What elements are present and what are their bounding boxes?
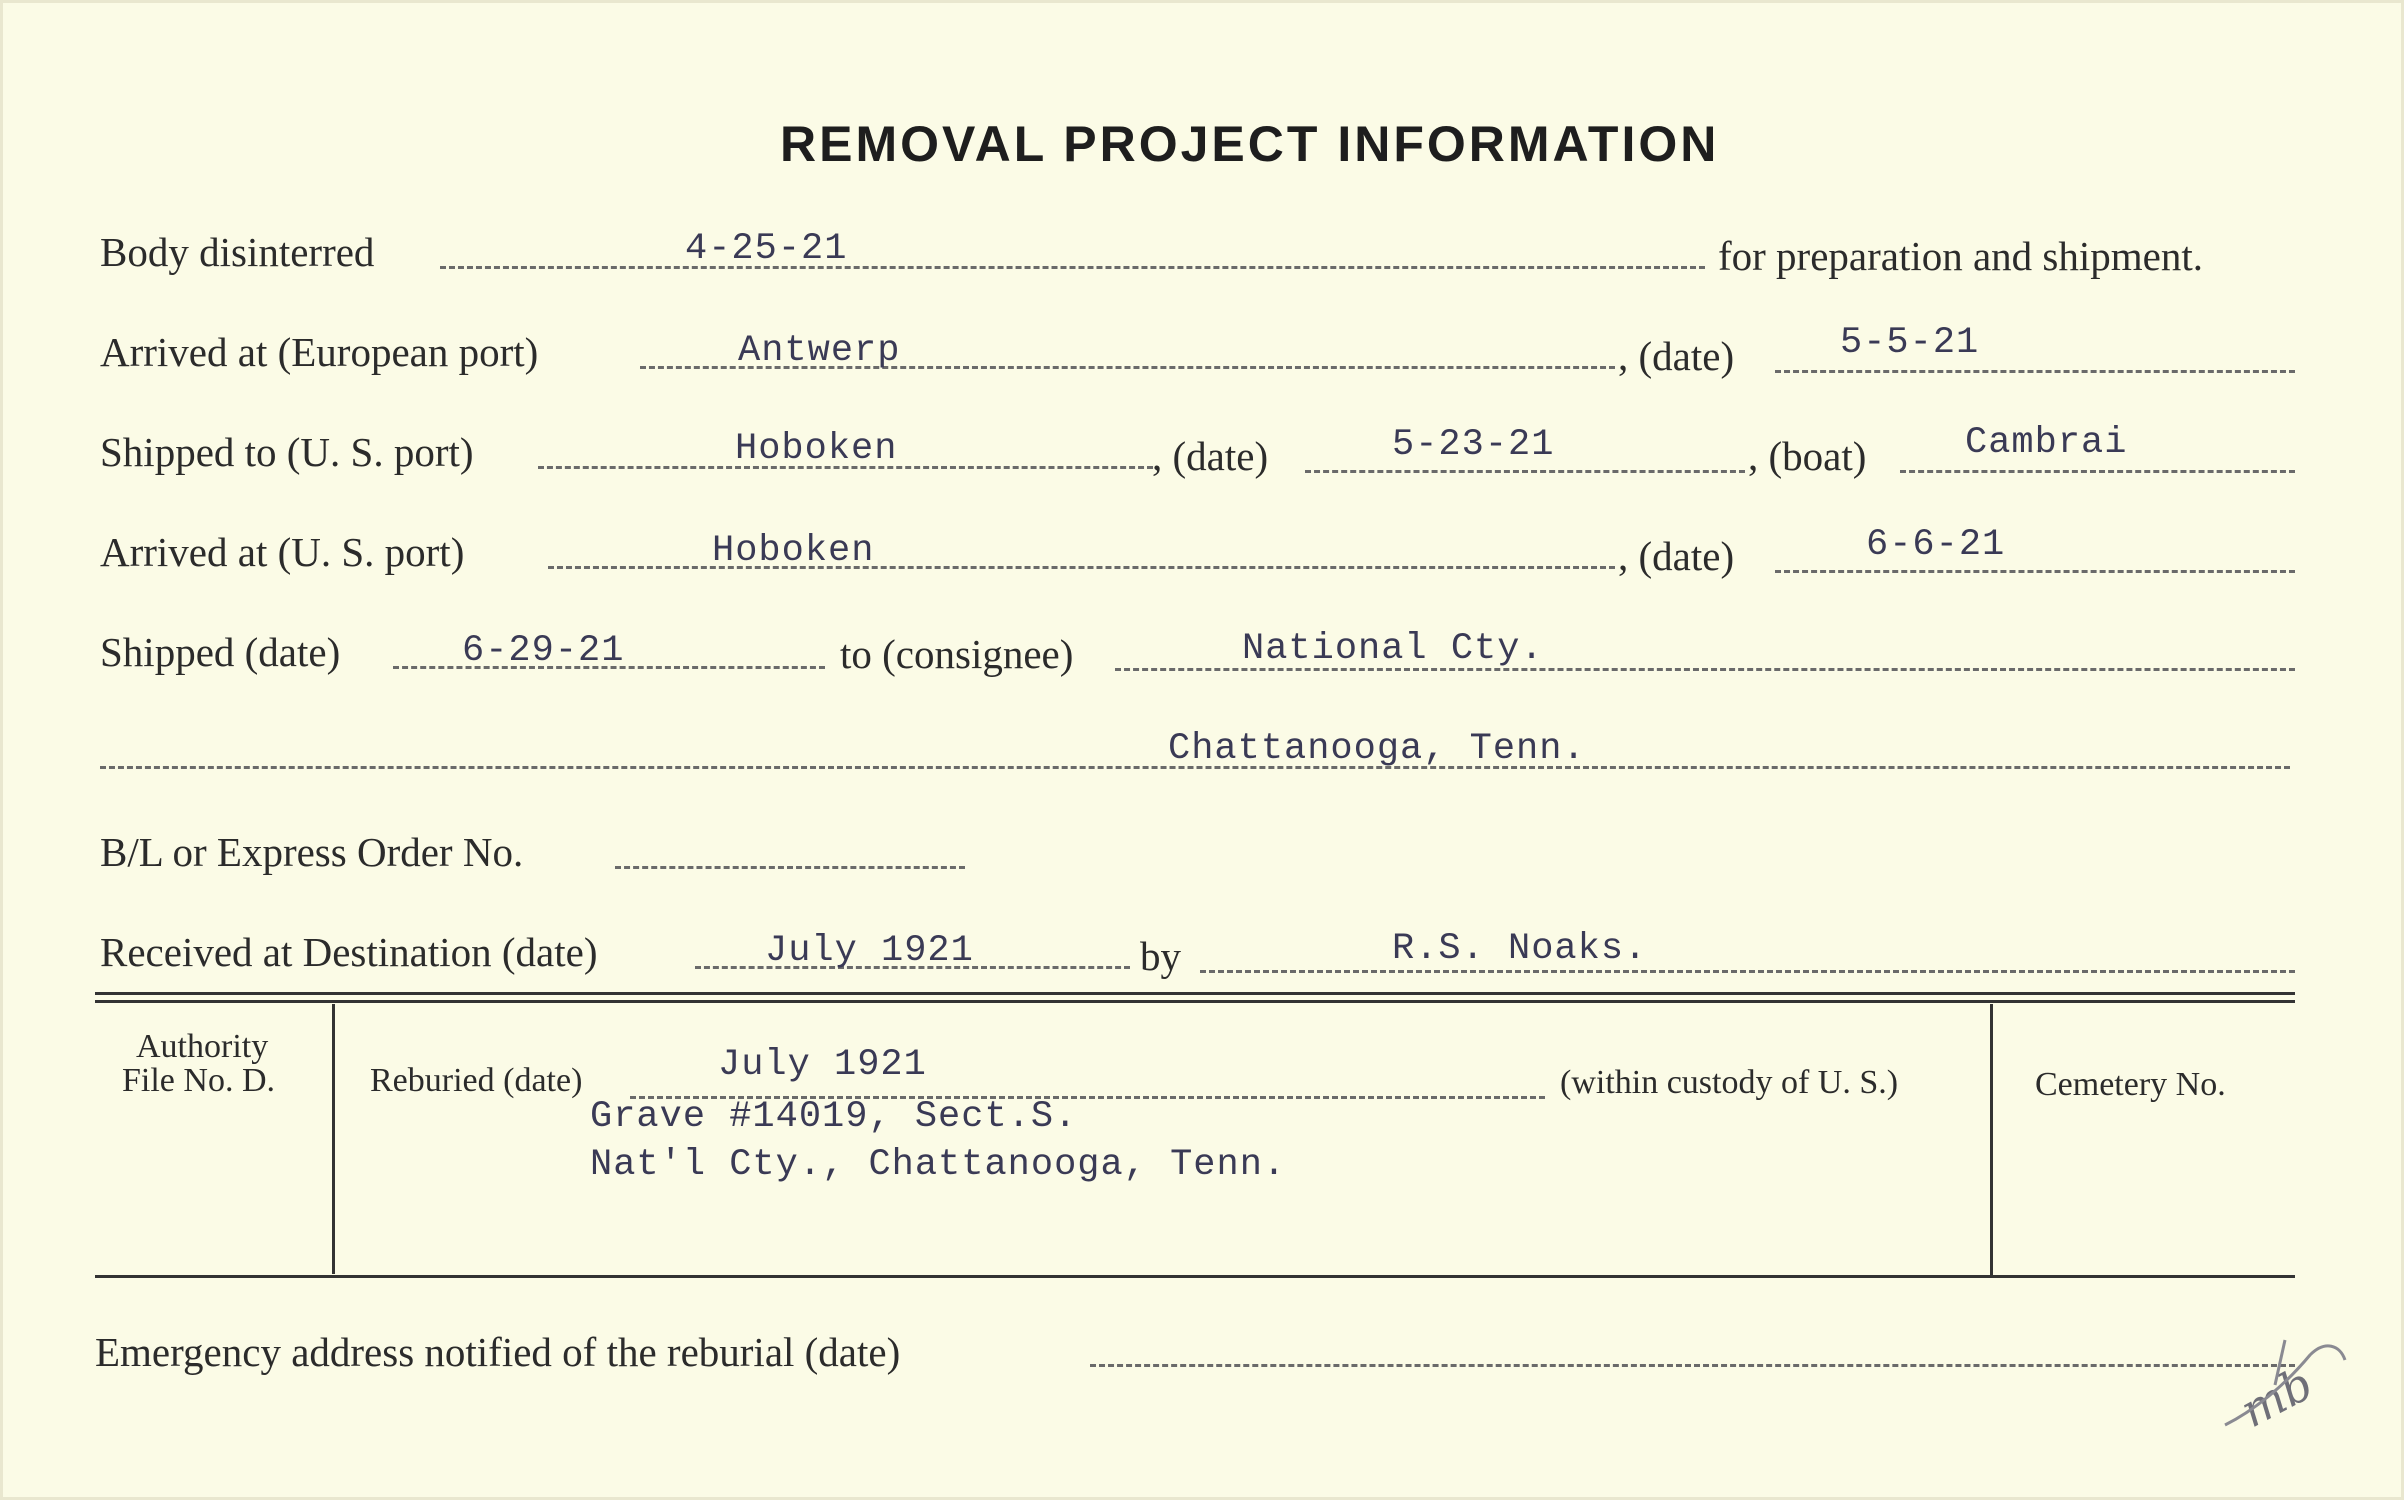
received-label: Received at Destination (date) (100, 929, 598, 975)
form-title: REMOVAL PROJECT INFORMATION (780, 116, 1720, 172)
received-date: July 1921 (765, 930, 974, 972)
euro-port-date: 5-5-21 (1840, 322, 1980, 364)
us-port-value: Hoboken (712, 530, 875, 572)
disinterred-suffix: for preparation and shipment. (1718, 233, 2204, 279)
euro-port-date-label: , (date) (1618, 333, 1735, 379)
box-bottom-rule (95, 1275, 2295, 1278)
us-port-date: 6-6-21 (1866, 524, 2006, 566)
us-port-date-line (1775, 570, 2295, 573)
us-ship-date-line (1305, 470, 1745, 473)
received-by-line (1200, 970, 2295, 973)
authority-line2: File No. D. (122, 1062, 275, 1099)
us-ship-label: Shipped to (U. S. port) (100, 429, 474, 475)
bl-label: B/L or Express Order No. (100, 829, 524, 875)
consignee-line2: Chattanooga, Tenn. (1168, 728, 1586, 770)
shipped-label: Shipped (date) (100, 629, 341, 675)
us-ship-date-label: , (date) (1152, 433, 1269, 479)
us-ship-value: Hoboken (735, 428, 898, 470)
disinterred-value: 4-25-21 (685, 228, 848, 270)
us-ship-date: 5-23-21 (1392, 424, 1555, 466)
disinterred-label: Body disinterred (100, 229, 375, 275)
us-ship-boat-label: , (boat) (1748, 433, 1867, 479)
emergency-label: Emergency address notified of the reburial (date) (95, 1329, 901, 1375)
custody-note: (within custody of U. S.) (1560, 1064, 1899, 1101)
us-port-line (548, 566, 1615, 569)
disinterred-line (440, 266, 1705, 269)
us-port-label: Arrived at (U. S. port) (100, 529, 465, 575)
received-by: R.S. Noaks. (1392, 928, 1648, 970)
consignee-label: to (consignee) (840, 631, 1074, 677)
authority-line1: Authority (136, 1028, 269, 1065)
bl-line (615, 866, 965, 869)
reburied-date: July 1921 (718, 1044, 927, 1086)
consignee-line1: National Cty. (1242, 628, 1544, 670)
grave-line2: Nat'l Cty., Chattanooga, Tenn. (590, 1144, 1287, 1186)
emergency-line (1090, 1364, 2295, 1367)
initials-flourish (2215, 1330, 2365, 1440)
grave-line1: Grave #14019, Sect.S. (590, 1096, 1078, 1138)
euro-port-label: Arrived at (European port) (100, 329, 539, 375)
box-divider-right (1990, 1004, 1993, 1278)
shipped-date: 6-29-21 (462, 630, 625, 672)
euro-port-value: Antwerp (738, 330, 901, 372)
handwritten-initials: mb (2231, 1356, 2322, 1438)
box-divider-left (332, 1004, 335, 1274)
box-top-rule-2 (95, 1000, 2295, 1003)
us-ship-boat: Cambrai (1965, 422, 2128, 464)
reburied-label: Reburied (date) (370, 1062, 583, 1099)
box-top-rule (95, 992, 2295, 995)
cemetery-label: Cemetery No. (2035, 1066, 2226, 1103)
us-port-date-label: , (date) (1618, 533, 1735, 579)
received-by-label: by (1140, 933, 1181, 979)
us-ship-boat-line (1900, 470, 2295, 473)
euro-port-date-line (1775, 370, 2295, 373)
